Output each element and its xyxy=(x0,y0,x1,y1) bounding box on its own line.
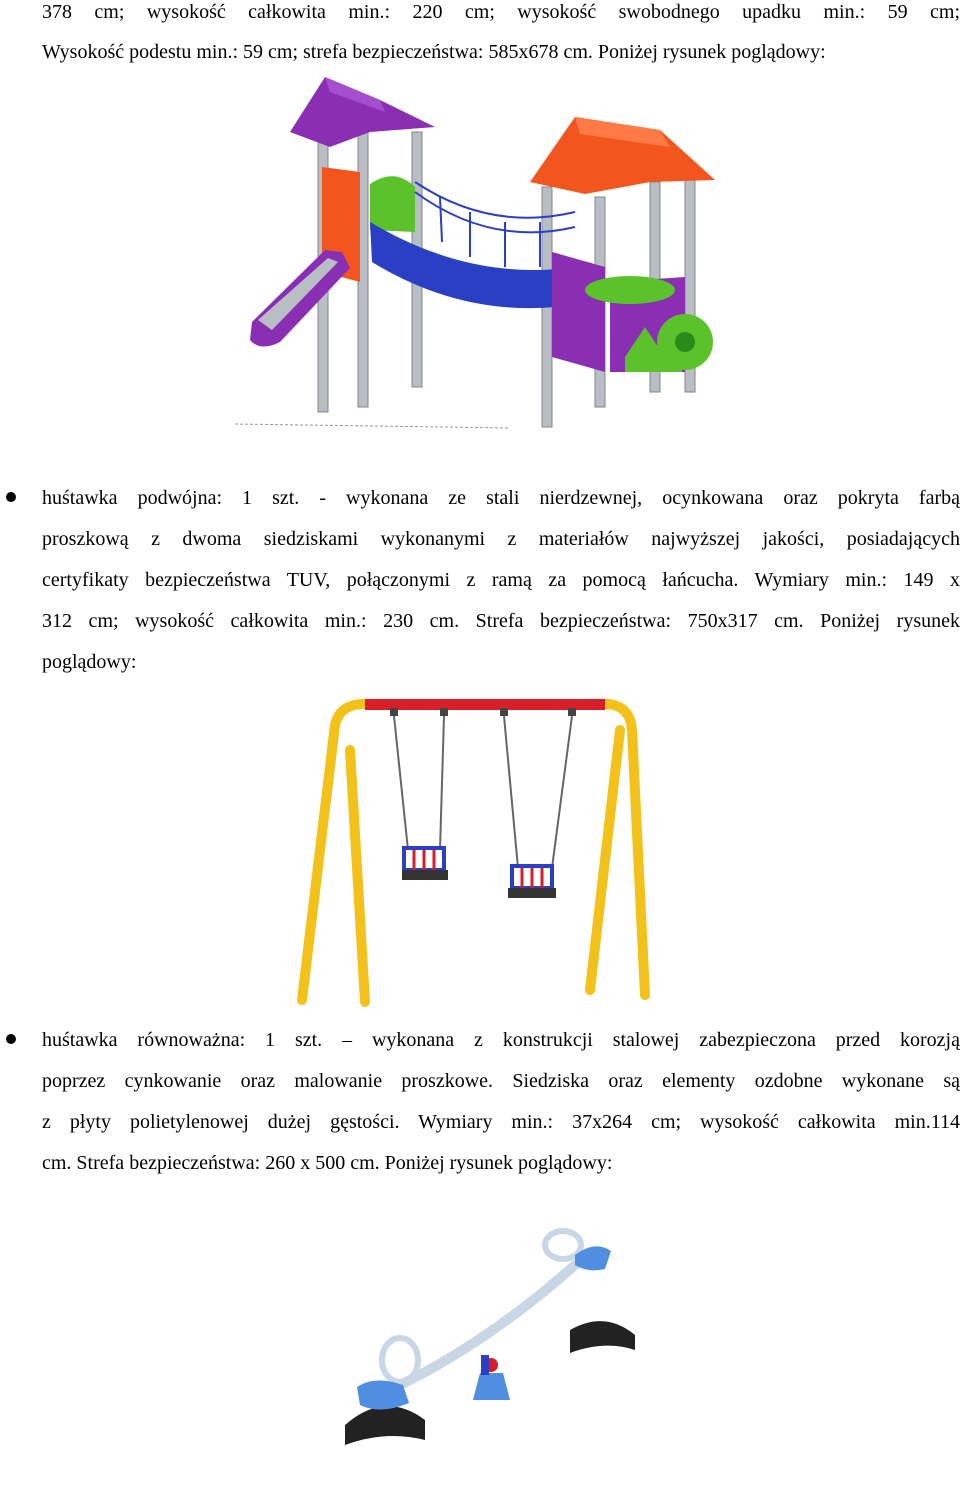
swing-line-2: proszkową z dwoma siedziskami wykonanymi z materiałów najwyższej jakości, posiadających xyxy=(42,528,960,550)
playground-tower-illustration xyxy=(230,72,720,432)
swing-line-3: certyfikaty bezpieczeństwa TUV, połączonymi z ramą za pomocą łańcucha. Wymiary min.: 149 x xyxy=(42,569,960,591)
seesaw-line-3: z płyty polietylenowej dużej gęstości. Wymiary min.: 37x264 cm; wysokość całkowita min.114 xyxy=(42,1111,960,1133)
list-bullet xyxy=(6,492,16,502)
seesaw-line-4: cm. Strefa bezpieczeństwa: 260 x 500 cm. Poniżej rysunek poglądowy: xyxy=(42,1152,613,1174)
seesaw-illustration xyxy=(305,1225,665,1485)
seesaw-line-1: huśtawka równoważna: 1 szt. – wykonana z konstrukcji stalowej zabezpieczona przed korozją xyxy=(42,1029,960,1051)
seesaw-line-2: poprzez cynkowanie oraz malowanie proszkowe. Siedziska oraz elementy ozdobne wykonane są xyxy=(42,1070,960,1092)
intro-line-2: Wysokość podestu min.: 59 cm; strefa bezpieczeństwa: 585x678 cm. Poniżej rysunek poglądowy: xyxy=(42,41,826,63)
intro-line-1: 378 cm; wysokość całkowita min.: 220 cm; wysokość swobodnego upadku min.: 59 cm; xyxy=(42,1,960,23)
swing-line-5: poglądowy: xyxy=(42,651,137,673)
swing-line-1: huśtawka podwójna: 1 szt. - wykonana ze stali nierdzewnej, ocynkowana oraz pokryta farbą xyxy=(42,487,960,509)
swing-line-4: 312 cm; wysokość całkowita min.: 230 cm. Strefa bezpieczeństwa: 750x317 cm. Poniżej rysunek xyxy=(42,610,960,632)
list-bullet xyxy=(6,1034,16,1044)
double-swing-illustration xyxy=(290,690,670,1010)
